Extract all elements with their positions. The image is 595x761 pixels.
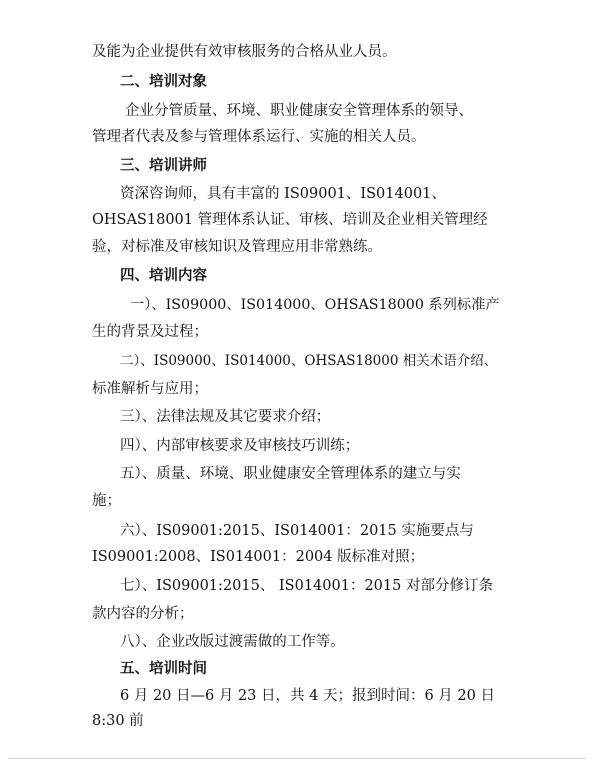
content-item-line: IS09001:2008、IS014001：2004 版标准对照； [92,549,425,565]
content-item-line: 八）、企业改版过渡需做的工作等。 [120,634,345,650]
paragraph-line: 企业分管质量、环境、职业健康安全管理体系的领导、 [125,103,473,119]
schedule-line: 6 月 20 日—6 月 23 日，共 4 天；报到时间：6 月 20 日 [120,688,495,704]
paragraph-line: 管理者代表及参与管理体系运行、实施的相关人员。 [92,129,426,145]
paragraph-line: OHSAS18001 管理体系认证、审核、培训及企业相关管理经 [92,212,488,228]
content-item-line: 款内容的分析； [92,606,194,622]
section-heading-training-instructor: 三、培训讲师 [120,158,207,174]
schedule-line: 8:30 前 [92,713,144,729]
section-heading-training-audience: 二、培训对象 [120,74,207,90]
paragraph-line: 资深咨询师，具有丰富的 IS09001、IS014001、 [120,186,446,202]
content-item-line: 生的背景及过程； [92,324,208,340]
intro-tail-text: 及能为企业提供有效审核服务的合格从业人员。 [92,44,397,60]
content-item-line: 七）、IS09001:2015、 IS014001：2015 对部分修订条 [120,578,493,594]
content-item-line: 五）、质量、环境、职业健康安全管理体系的建立与实 [120,466,461,482]
content-item-line: 四）、内部审核要求及审核技巧训练； [120,438,360,454]
section-heading-training-content: 四、培训内容 [120,268,207,284]
paragraph-line: 验，对标准及审核知识及管理应用非常熟练。 [92,239,382,255]
content-item-line: 二）、IS09000、IS014000、OHSAS18000 相关术语介绍、 [120,353,498,369]
content-item-line: 标准解析与应用； [92,381,208,397]
content-item-line: 三）、法律法规及其它要求介绍； [120,409,331,425]
section-heading-training-time: 五、培训时间 [120,661,207,677]
content-item-line: 一）、IS09000、IS014000、OHSAS18000 系列标准产 [130,297,500,313]
content-item-line: 六）、IS09001:2015、IS014001：2015 实施要点与 [120,523,474,539]
content-item-line: 施； [92,493,121,509]
